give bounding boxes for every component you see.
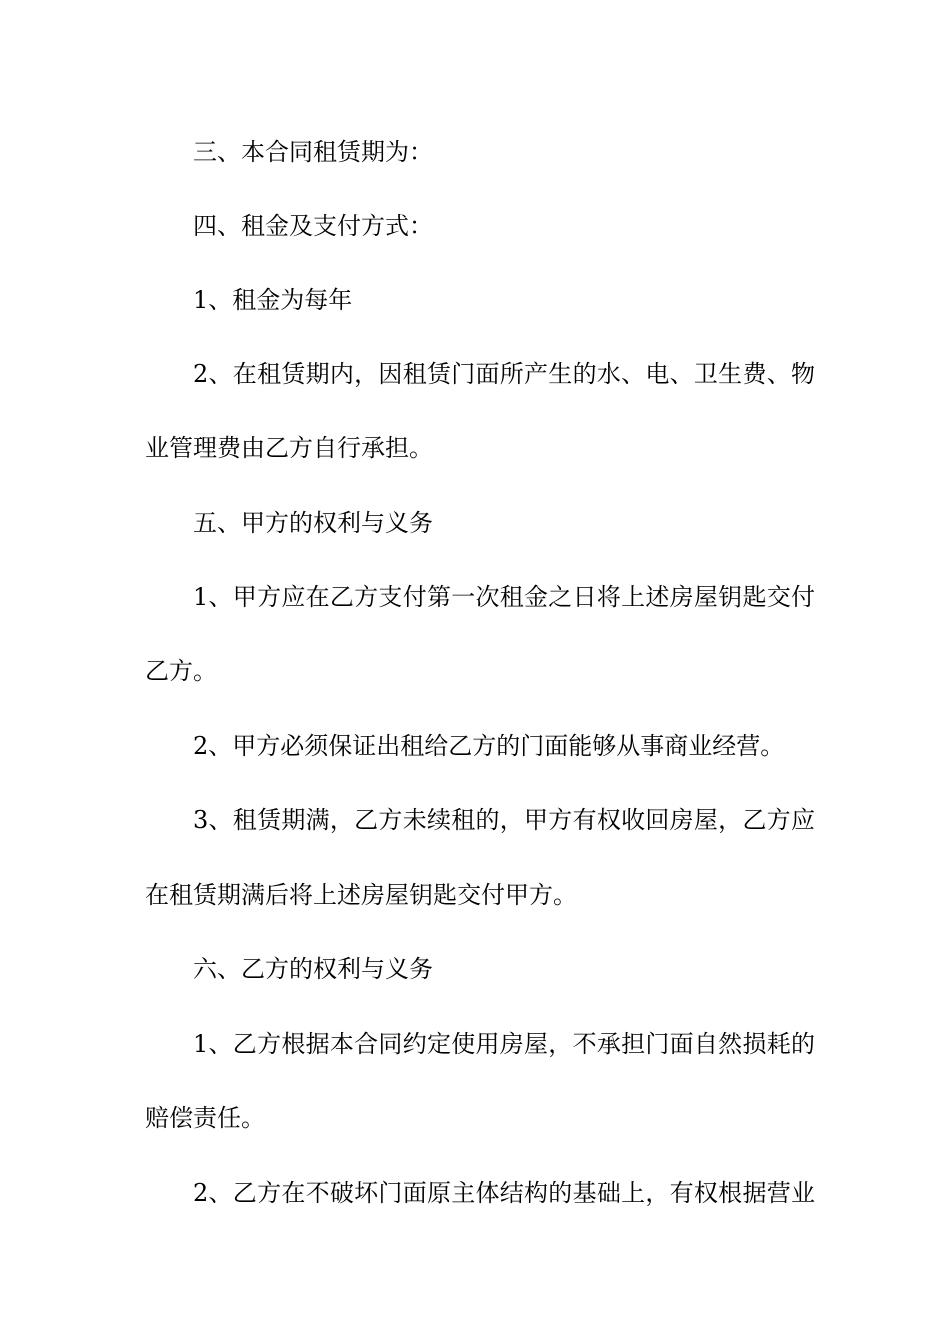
clause-5-3-line-2: 在租赁期满后将上述房屋钥匙交付甲方。 <box>145 881 577 909</box>
section-3-heading: 三、本合同租赁期为： <box>193 138 433 166</box>
clause-6-1-line-2: 赔偿责任。 <box>145 1104 265 1132</box>
clause-5-2-line-1: 2、甲方必须保证出租给乙方的门面能够从事商业经营。 <box>193 732 785 760</box>
clause-4-1-line-1: 1、租金为每年 <box>193 286 353 314</box>
clause-4-2-line-1: 2、在租赁期内，因租赁门面所产生的水、电、卫生费、物 <box>193 360 815 388</box>
section-4-heading: 四、租金及支付方式： <box>193 212 433 240</box>
clause-5-1-line-2: 乙方。 <box>145 657 217 685</box>
section-5-heading: 五、甲方的权利与义务 <box>193 509 433 537</box>
clause-6-1-line-1: 1、乙方根据本合同约定使用房屋，不承担门面自然损耗的 <box>193 1030 815 1058</box>
clause-4-2-line-2: 业管理费由乙方自行承担。 <box>145 434 433 462</box>
clause-5-1-line-1: 1、甲方应在乙方支付第一次租金之日将上述房屋钥匙交付 <box>193 583 815 611</box>
clause-5-3-line-1: 3、租赁期满，乙方未续租的，甲方有权收回房屋，乙方应 <box>193 806 815 834</box>
clause-6-2-line-1: 2、乙方在不破坏门面原主体结构的基础上，有权根据营业 <box>193 1179 815 1207</box>
section-6-heading: 六、乙方的权利与义务 <box>193 955 433 983</box>
